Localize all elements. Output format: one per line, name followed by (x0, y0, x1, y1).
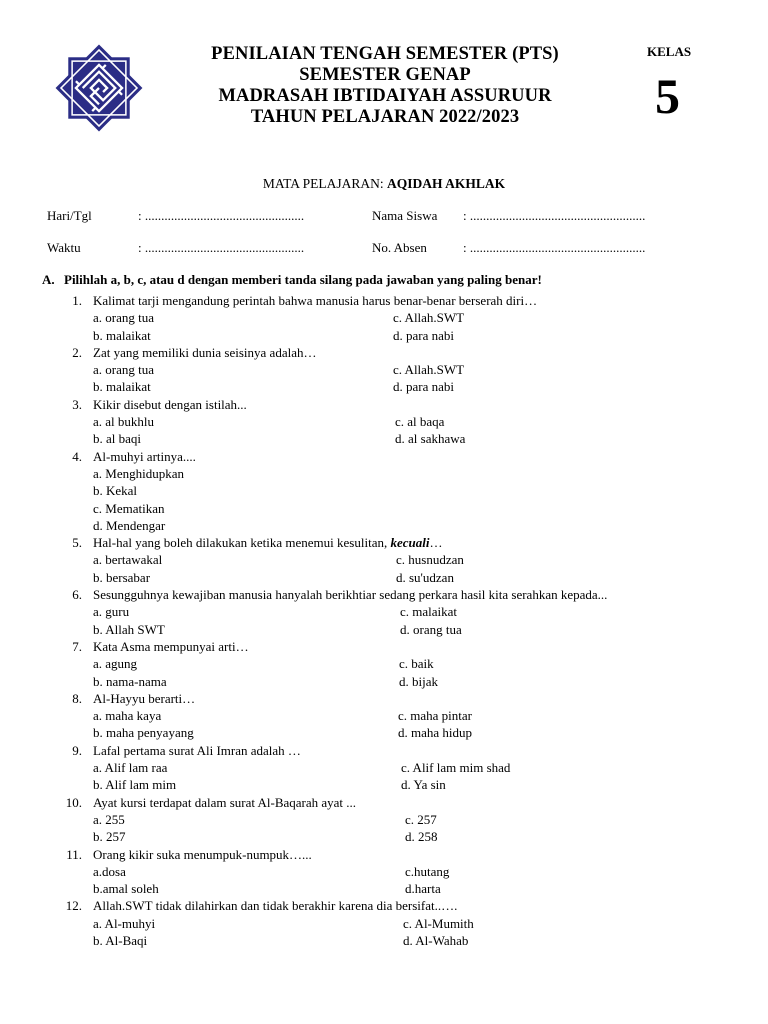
answer-option[interactable]: d. bijak (399, 673, 438, 689)
subject-line (0, 176, 768, 192)
question-number: 12. (65, 898, 82, 914)
question-text-wrap (93, 396, 247, 413)
option-row (0, 724, 768, 741)
question-text: Lafal pertama surat Ali Imran adalah … (93, 742, 301, 758)
title-line-2: SEMESTER GENAP (299, 65, 471, 85)
answer-option[interactable]: c. Mematikan (93, 500, 165, 516)
answer-option[interactable]: c. 257 (405, 811, 437, 827)
kelas-number: 5 (655, 68, 680, 124)
question-text: Ayat kursi terdapat dalam surat Al-Baqarah ayat ... (93, 794, 357, 810)
option-row (0, 776, 768, 793)
answer-option[interactable]: d. su'udzan (396, 569, 454, 585)
answer-option[interactable]: c. maha pintar (398, 708, 472, 724)
option-row (0, 932, 768, 949)
option-row (0, 811, 768, 828)
option-row (0, 673, 768, 690)
answer-option[interactable]: a. Alif lam raa (93, 760, 168, 776)
option-row (0, 863, 768, 880)
title-line-3: MADRASAH IBTIDAIYAH ASSURUUR (218, 86, 552, 106)
answer-option[interactable]: a. agung (93, 656, 138, 672)
question-number: 1. (72, 293, 82, 308)
answer-option[interactable]: c. Al-Mumith (403, 915, 474, 931)
option-row (0, 569, 768, 586)
question-text-wrap (93, 448, 196, 465)
answer-option[interactable]: b. malaikat (93, 327, 151, 343)
instruction-text: Pilihlah a, b, c, atau d dengan memberi tanda silang pada jawaban yang paling benar! (64, 272, 542, 287)
question-text-wrap (93, 897, 457, 914)
madrasah-logo-icon (50, 40, 148, 136)
title-line-1: PENILAIAN TENGAH SEMESTER (PTS) (211, 44, 559, 64)
option-row (0, 413, 768, 430)
question-number: 6. (72, 587, 82, 603)
option-row (0, 655, 768, 672)
answer-option[interactable]: b. al baqi (93, 431, 142, 447)
answer-option[interactable]: d. 258 (405, 829, 438, 845)
question-item (0, 742, 768, 794)
question-line (0, 897, 768, 914)
answer-option[interactable]: d.harta (405, 881, 441, 897)
question-item (0, 344, 768, 396)
answer-option[interactable]: b. malaikat (93, 379, 151, 395)
question-number: 3. (72, 396, 82, 412)
question-item (0, 638, 768, 690)
question-text-wrap (93, 794, 356, 811)
question-number: 10. (65, 794, 82, 810)
question-text: Kikir disebut dengan istilah... (93, 396, 247, 412)
answer-option[interactable]: a. bertawakal (93, 552, 163, 568)
answer-option[interactable]: c. Alif lam mim shad (401, 760, 511, 776)
answer-option[interactable]: c. Allah.SWT (393, 310, 465, 326)
answer-option[interactable]: c. baik (399, 656, 434, 672)
answer-option[interactable]: c. malaikat (400, 604, 458, 620)
question-suffix: … (429, 535, 443, 551)
answer-option[interactable]: a. guru (93, 604, 130, 620)
question-item (0, 586, 768, 638)
answer-option[interactable]: d. maha hidup (398, 725, 473, 741)
answer-option[interactable]: d. para nabi (393, 379, 455, 395)
kelas-label: KELAS (647, 44, 692, 59)
option-row (0, 482, 768, 499)
question-text: Orang kikir suka menumpuk-numpuk…... (93, 846, 312, 862)
time-label: Waktu (47, 240, 81, 255)
question-text-wrap (93, 846, 312, 863)
question-line (0, 396, 768, 413)
answer-option[interactable]: c. Allah.SWT (393, 362, 465, 378)
section-instruction (42, 272, 542, 288)
question-line (0, 586, 768, 603)
question-text: Allah.SWT tidak dilahirkan dan tidak berakhir karena dia bersifat..…. (93, 898, 458, 914)
question-number: 7. (72, 638, 82, 654)
answer-option[interactable]: b. bersabar (93, 569, 151, 585)
answer-option[interactable]: b. Allah SWT (93, 621, 165, 637)
question-text: Zat yang memiliki dunia seisinya adalah… (93, 344, 317, 360)
question-text-wrap (93, 690, 195, 707)
option-row (0, 759, 768, 776)
question-item (0, 897, 768, 949)
answer-option[interactable]: b. maha penyayang (93, 725, 194, 741)
answer-option[interactable]: b. 257 (93, 829, 126, 845)
option-row (0, 603, 768, 620)
answer-option[interactable]: a. maha kaya (93, 708, 162, 724)
option-row (0, 707, 768, 724)
option-row (0, 327, 768, 344)
info-row-date-name (47, 208, 727, 226)
option-row (0, 621, 768, 638)
answer-option[interactable]: b.amal soleh (93, 881, 159, 897)
question-number: 4. (72, 448, 82, 464)
answer-option[interactable]: b. Kekal (93, 483, 138, 499)
absen-field[interactable]: : ...................................................... (463, 240, 646, 255)
question-item (0, 396, 768, 448)
question-line (0, 448, 768, 465)
answer-option[interactable]: a. Al-muhyi (93, 915, 156, 931)
question-text-wrap (93, 638, 249, 655)
option-row (0, 880, 768, 897)
answer-option[interactable]: d. para nabi (393, 327, 455, 343)
option-row (0, 465, 768, 482)
question-item (0, 846, 768, 898)
question-number: 11. (66, 846, 82, 862)
question-line (0, 292, 768, 309)
option-row (0, 915, 768, 932)
question-line (0, 638, 768, 655)
answer-option[interactable]: b. Al-Baqi (93, 932, 148, 948)
answer-option[interactable]: a.dosa (93, 863, 126, 879)
question-text: Al-muhyi artinya.... (93, 448, 196, 464)
question-text: Kata Asma mempunyai arti… (93, 638, 249, 654)
answer-option[interactable]: a. al bukhlu (93, 414, 155, 430)
question-number: 2. (72, 344, 82, 360)
question-keyword: kecuali (390, 535, 430, 551)
exam-title (185, 44, 585, 128)
answer-option[interactable]: a. Menghidupkan (93, 465, 184, 481)
question-item (0, 534, 768, 586)
subject-value: AQIDAH AKHLAK (387, 176, 506, 191)
answer-option[interactable]: d. orang tua (400, 621, 462, 637)
option-row (0, 828, 768, 845)
question-text-wrap (93, 292, 537, 309)
question-text: Sesungguhnya kewajiban manusia hanyalah berikhtiar sedang perkara hasil kita serahkan kepada... (93, 587, 608, 603)
answer-option[interactable]: d. Al-Wahab (403, 932, 469, 948)
question-item (0, 794, 768, 846)
question-text-wrap (93, 586, 607, 603)
question-line (0, 690, 768, 707)
answer-option[interactable]: b. nama-nama (93, 673, 167, 689)
date-field[interactable]: : ................................................. (138, 208, 305, 223)
answer-option[interactable]: b. Alif lam mim (93, 777, 177, 793)
answer-option[interactable]: c. husnudzan (396, 552, 464, 568)
question-text-wrap (93, 344, 316, 361)
question-number: 8. (72, 690, 82, 706)
answer-option[interactable]: a. orang tua (93, 310, 155, 326)
date-label: Hari/Tgl (47, 208, 92, 223)
option-row (0, 309, 768, 326)
question-item (0, 690, 768, 742)
question-line (0, 846, 768, 863)
question-line (0, 344, 768, 361)
student-name-field[interactable]: : ...................................................... (463, 208, 646, 223)
title-line-4: TAHUN PELAJARAN 2022/2023 (250, 107, 520, 127)
question-item (0, 448, 768, 534)
question-text: Hal-hal yang boleh dilakukan ketika menemui kesulitan, (93, 535, 391, 551)
question-text-wrap (93, 534, 442, 551)
answer-option[interactable]: a. 255 (93, 811, 125, 827)
question-text: Kalimat tarji mengandung perintah bahwa manusia harus benar-benar berserah diri… (93, 293, 538, 308)
section-letter: A. (42, 272, 55, 287)
time-field[interactable]: : ................................................. (138, 240, 305, 255)
question-line (0, 742, 768, 759)
question-number: 5. (72, 535, 82, 551)
question-line (0, 534, 768, 551)
absen-label: No. Absen (372, 240, 427, 255)
answer-option[interactable]: c.hutang (405, 863, 450, 879)
option-row (0, 361, 768, 378)
answer-option[interactable]: d. Mendengar (93, 517, 166, 533)
answer-option[interactable]: d. Ya sin (401, 777, 446, 793)
question-text: Al-Hayyu berarti… (93, 690, 196, 706)
subject-label: MATA PELAJARAN: (262, 176, 388, 191)
student-name-label: Nama Siswa (372, 208, 438, 223)
option-row (0, 500, 768, 517)
option-row (0, 378, 768, 395)
option-row (0, 430, 768, 447)
answer-option[interactable]: c. al baqa (395, 414, 445, 430)
info-row-time-absen (47, 240, 727, 258)
question-number: 9. (72, 742, 82, 758)
question-line (0, 794, 768, 811)
answer-option[interactable]: a. orang tua (93, 362, 155, 378)
question-text-wrap (93, 742, 301, 759)
question-item (0, 292, 768, 344)
answer-option[interactable]: d. al sakhawa (395, 431, 466, 447)
question-list (0, 292, 768, 949)
option-row (0, 551, 768, 568)
option-row (0, 517, 768, 534)
